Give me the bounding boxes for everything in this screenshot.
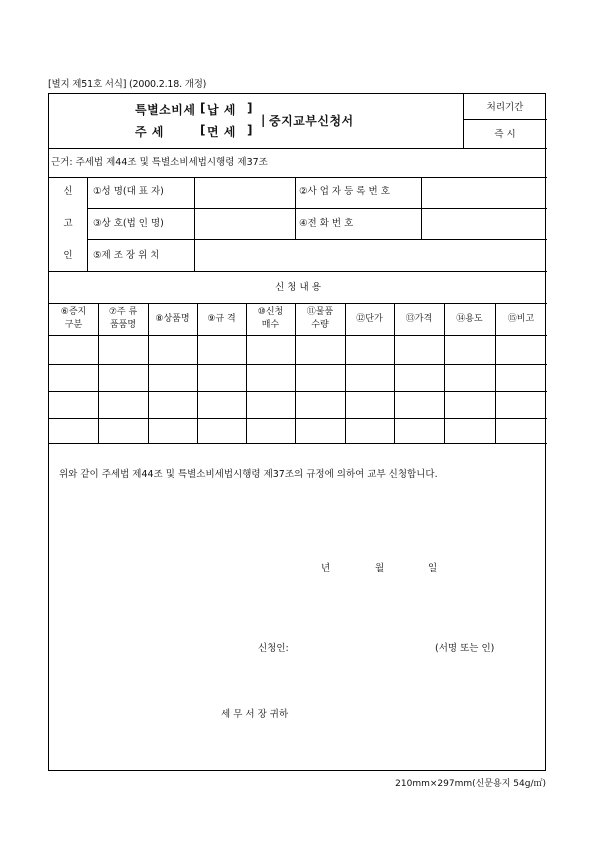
legal-basis: 근거: 주세법 제44조 및 특별소비세법시행령 제37조	[51, 157, 268, 168]
applicant-side-label: 고	[63, 218, 73, 229]
divider	[49, 303, 547, 304]
paper-spec-footer: 210mm×297mm(신문용지 54g/㎡)	[395, 779, 546, 789]
bracket-close: ]	[247, 123, 253, 137]
col-spec: ⑨규 격	[207, 314, 236, 324]
date-year: 년	[321, 563, 331, 574]
applicant-signature-label: 신청인:	[258, 643, 289, 654]
form-title: 중지교부신청서	[269, 114, 354, 128]
biz-no-label: ②사 업 자 등 록 번 호	[299, 186, 390, 197]
name-label: ①성 명(대 표 자)	[93, 186, 164, 197]
location-label: ⑤제 조 장 위 치	[93, 250, 160, 261]
phone-field[interactable]	[422, 209, 546, 239]
col-quantity: ⑪물품 수량	[306, 307, 334, 330]
bracket-close: ]	[247, 101, 253, 115]
biz-no-field[interactable]	[422, 178, 546, 208]
col-price: ⑬가격	[405, 314, 433, 324]
col-stamp-type: ⑥증지 구분	[60, 307, 87, 330]
signature-note: (서명 또는 인)	[435, 643, 495, 654]
divider	[49, 364, 547, 365]
details-heading: 신 청 내 용	[275, 282, 321, 293]
date-day: 일	[428, 563, 438, 574]
divider	[49, 335, 547, 336]
col-unit-price: ⑫단가	[356, 314, 383, 324]
divider	[49, 148, 547, 149]
col-liquor-type: ⑦주 류 품품명	[108, 307, 138, 330]
signature-field[interactable]	[299, 640, 427, 658]
divider	[87, 177, 88, 271]
date-month: 월	[375, 563, 385, 574]
addressee: 세 무 서 장 귀하	[221, 709, 289, 720]
title-row2-suffix: 면 세	[207, 125, 236, 139]
col-request-count: ⑩신청 매수	[257, 307, 284, 330]
name-field[interactable]	[195, 178, 294, 208]
bracket-mid: |	[261, 113, 266, 127]
applicant-side-label: 인	[63, 250, 73, 261]
processing-period-label: 처리기간	[486, 102, 524, 113]
form-header: [별지 제51호 서식] (2000.2.18. 개정)	[48, 79, 207, 90]
trade-name-field[interactable]	[195, 209, 294, 239]
bracket-open: [	[200, 123, 206, 137]
title-row1-prefix: 특별소비세	[135, 103, 196, 117]
applicant-side-label: 신	[63, 186, 73, 197]
trade-name-label: ③상 호(법 인 명)	[93, 218, 164, 229]
phone-label: ④전 화 번 호	[299, 218, 354, 229]
divider	[49, 271, 547, 272]
divider	[49, 418, 547, 419]
processing-period-value: 즉 시	[494, 129, 516, 140]
divider	[49, 391, 547, 392]
divider	[463, 119, 547, 120]
col-purpose: ⑭용도	[456, 314, 483, 324]
title-row2-prefix: 주 세	[135, 125, 164, 139]
title-row1-suffix: 납 세	[207, 103, 236, 117]
bracket-open: [	[200, 101, 206, 115]
location-field[interactable]	[195, 240, 546, 271]
divider	[295, 177, 296, 239]
col-remarks: ⑮비고	[507, 314, 535, 324]
statement: 위와 같이 주세법 제44조 및 특별소비세법시행령 제37조의 규정에 의하여 교부 신청합니다.	[59, 469, 438, 480]
col-product-name: ⑧상품명	[155, 314, 190, 324]
divider	[49, 443, 547, 444]
application-form	[48, 93, 546, 771]
